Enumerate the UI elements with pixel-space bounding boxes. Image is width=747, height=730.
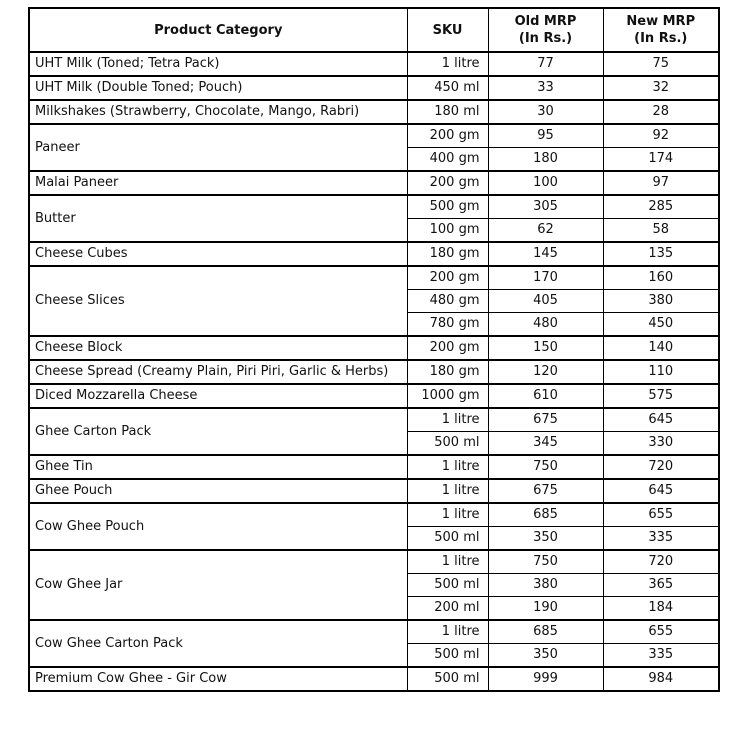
sku-cell: 200 gm: [407, 171, 488, 195]
new-mrp-cell: 110: [603, 360, 719, 384]
old-mrp-cell: 350: [488, 527, 603, 551]
product-category-cell: Ghee Tin: [29, 455, 407, 479]
new-mrp-cell: 285: [603, 195, 719, 219]
old-mrp-cell: 180: [488, 148, 603, 172]
product-category-cell: Ghee Carton Pack: [29, 408, 407, 455]
table-row: [29, 620, 719, 644]
old-mrp-cell: 685: [488, 620, 603, 644]
header-new-mrp: [603, 8, 719, 52]
sku-cell: 1 litre: [407, 52, 488, 76]
sku-cell: 200 gm: [407, 124, 488, 148]
sku-cell: 400 gm: [407, 148, 488, 172]
table-body: [29, 52, 719, 691]
table-row: [29, 408, 719, 432]
sku-cell: 500 gm: [407, 195, 488, 219]
table-row: [29, 242, 719, 266]
table-row: [29, 52, 719, 76]
sku-cell: 180 gm: [407, 360, 488, 384]
old-mrp-cell: 480: [488, 313, 603, 337]
old-mrp-cell: 190: [488, 597, 603, 621]
header-new-mrp-line2: (In Rs.): [634, 31, 688, 46]
sku-cell: 180 gm: [407, 242, 488, 266]
new-mrp-cell: 450: [603, 313, 719, 337]
header-old-mrp-line2: (In Rs.): [518, 31, 573, 46]
new-mrp-cell: 32: [603, 76, 719, 100]
product-category-cell: Diced Mozzarella Cheese: [29, 384, 407, 408]
sku-cell: 500 ml: [407, 574, 488, 597]
table-row: [29, 266, 719, 290]
product-category-cell: Cheese Cubes: [29, 242, 407, 266]
product-category-cell: Cow Ghee Jar: [29, 550, 407, 620]
old-mrp-cell: 380: [488, 574, 603, 597]
sku-cell: 500 ml: [407, 432, 488, 456]
new-mrp-cell: 58: [603, 219, 719, 243]
old-mrp-cell: 675: [488, 479, 603, 503]
product-category-cell: Paneer: [29, 124, 407, 171]
table-row: [29, 503, 719, 527]
table-row: [29, 360, 719, 384]
header-old-mrp: [488, 8, 603, 52]
sku-cell: 200 gm: [407, 266, 488, 290]
sku-cell: 1 litre: [407, 408, 488, 432]
new-mrp-cell: 655: [603, 620, 719, 644]
table-row: [29, 100, 719, 124]
sku-cell: 1 litre: [407, 503, 488, 527]
table-row: [29, 171, 719, 195]
product-category-cell: UHT Milk (Double Toned; Pouch): [29, 76, 407, 100]
sku-cell: 450 ml: [407, 76, 488, 100]
header-old-mrp-line1: Old MRP: [514, 14, 577, 29]
sku-cell: 1 litre: [407, 479, 488, 503]
product-category-cell: Premium Cow Ghee - Gir Cow: [29, 667, 407, 691]
old-mrp-cell: 345: [488, 432, 603, 456]
new-mrp-cell: 97: [603, 171, 719, 195]
old-mrp-cell: 77: [488, 52, 603, 76]
sku-cell: 1 litre: [407, 455, 488, 479]
product-category-cell: Cheese Block: [29, 336, 407, 360]
new-mrp-cell: 655: [603, 503, 719, 527]
new-mrp-cell: 575: [603, 384, 719, 408]
sku-cell: 1 litre: [407, 550, 488, 574]
new-mrp-cell: 365: [603, 574, 719, 597]
product-category-cell: Malai Paneer: [29, 171, 407, 195]
new-mrp-cell: 75: [603, 52, 719, 76]
table-header: [29, 8, 719, 52]
product-category-cell: Cheese Slices: [29, 266, 407, 336]
new-mrp-cell: 28: [603, 100, 719, 124]
old-mrp-cell: 62: [488, 219, 603, 243]
product-category-cell: UHT Milk (Toned; Tetra Pack): [29, 52, 407, 76]
header-product-category: Product Category: [29, 8, 407, 52]
sku-cell: 1 litre: [407, 620, 488, 644]
new-mrp-cell: 380: [603, 290, 719, 313]
old-mrp-cell: 350: [488, 644, 603, 668]
new-mrp-cell: 335: [603, 644, 719, 668]
table-row: [29, 667, 719, 691]
sku-cell: 200 ml: [407, 597, 488, 621]
old-mrp-cell: 100: [488, 171, 603, 195]
sku-cell: 500 ml: [407, 527, 488, 551]
old-mrp-cell: 145: [488, 242, 603, 266]
table-row: [29, 384, 719, 408]
table-row: [29, 479, 719, 503]
old-mrp-cell: 999: [488, 667, 603, 691]
header-new-mrp-line1: New MRP: [626, 14, 696, 29]
new-mrp-cell: 184: [603, 597, 719, 621]
old-mrp-cell: 150: [488, 336, 603, 360]
old-mrp-cell: 750: [488, 550, 603, 574]
new-mrp-cell: 335: [603, 527, 719, 551]
price-table: [28, 7, 720, 692]
header-sku: SKU: [407, 8, 488, 52]
sku-cell: 200 gm: [407, 336, 488, 360]
sku-cell: 780 gm: [407, 313, 488, 337]
product-category-cell: Butter: [29, 195, 407, 242]
old-mrp-cell: 405: [488, 290, 603, 313]
new-mrp-cell: 645: [603, 479, 719, 503]
product-category-cell: Cow Ghee Carton Pack: [29, 620, 407, 667]
new-mrp-cell: 140: [603, 336, 719, 360]
old-mrp-cell: 30: [488, 100, 603, 124]
old-mrp-cell: 95: [488, 124, 603, 148]
old-mrp-cell: 120: [488, 360, 603, 384]
old-mrp-cell: 33: [488, 76, 603, 100]
new-mrp-cell: 160: [603, 266, 719, 290]
product-category-cell: Cow Ghee Pouch: [29, 503, 407, 550]
new-mrp-cell: 330: [603, 432, 719, 456]
new-mrp-cell: 984: [603, 667, 719, 691]
product-category-cell: Ghee Pouch: [29, 479, 407, 503]
new-mrp-cell: 135: [603, 242, 719, 266]
sku-cell: 1000 gm: [407, 384, 488, 408]
table-row: [29, 455, 719, 479]
table-row: [29, 76, 719, 100]
table-row: [29, 124, 719, 148]
new-mrp-cell: 174: [603, 148, 719, 172]
old-mrp-cell: 170: [488, 266, 603, 290]
sku-cell: 500 ml: [407, 667, 488, 691]
old-mrp-cell: 685: [488, 503, 603, 527]
old-mrp-cell: 750: [488, 455, 603, 479]
product-category-cell: Cheese Spread (Creamy Plain, Piri Piri, Garlic & Herbs): [29, 360, 407, 384]
new-mrp-cell: 645: [603, 408, 719, 432]
old-mrp-cell: 305: [488, 195, 603, 219]
old-mrp-cell: 675: [488, 408, 603, 432]
header-row: [29, 8, 719, 52]
sku-cell: 100 gm: [407, 219, 488, 243]
new-mrp-cell: 720: [603, 455, 719, 479]
new-mrp-cell: 720: [603, 550, 719, 574]
sku-cell: 180 ml: [407, 100, 488, 124]
new-mrp-cell: 92: [603, 124, 719, 148]
sku-cell: 500 ml: [407, 644, 488, 668]
old-mrp-cell: 610: [488, 384, 603, 408]
table-row: [29, 195, 719, 219]
table-row: [29, 550, 719, 574]
sku-cell: 480 gm: [407, 290, 488, 313]
table-row: [29, 336, 719, 360]
product-category-cell: Milkshakes (Strawberry, Chocolate, Mango, Rabri): [29, 100, 407, 124]
